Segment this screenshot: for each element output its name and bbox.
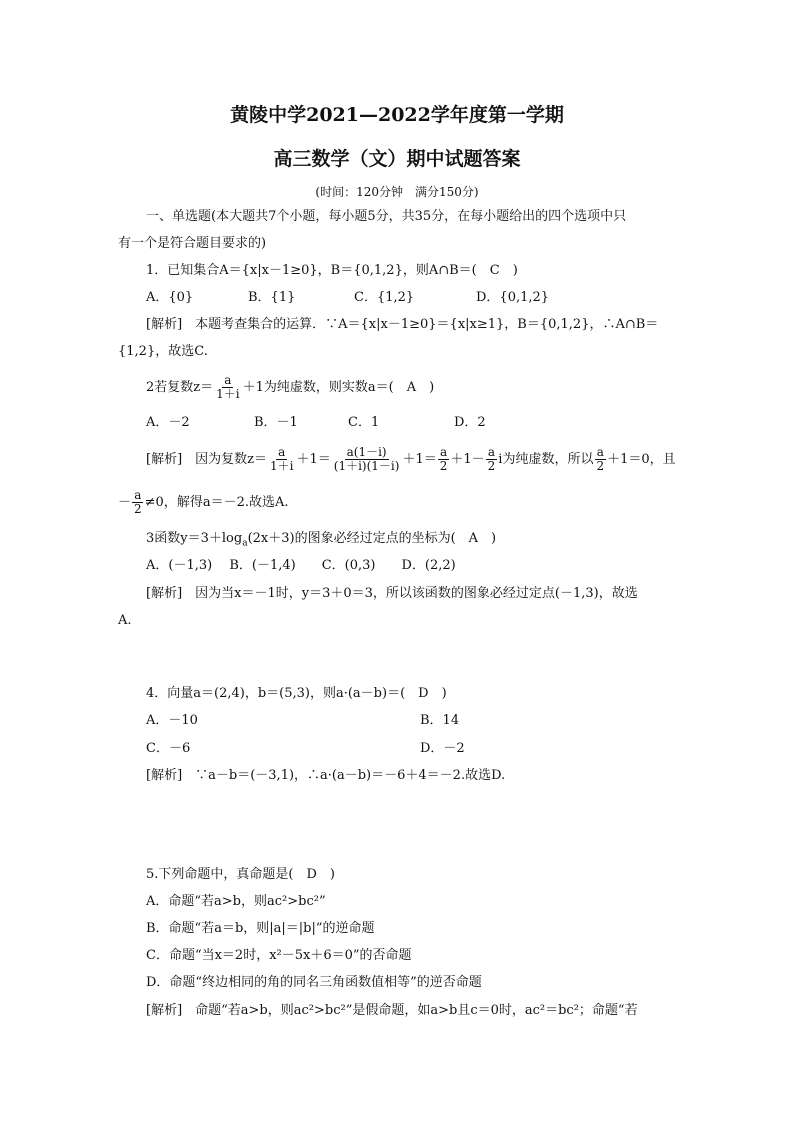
q2-option-b: B．－1 [254,415,298,430]
q2-option-d: D．2 [454,415,486,430]
q2-stem [146,371,434,405]
q2-analysis2-frac [132,489,144,516]
q2-analysis2-frac-num: a [134,488,142,502]
q2-analysis-frac-5-den: 2 [596,459,605,473]
q4-option-c: C．－6 [146,741,191,756]
q5-stem: 5.下列命题中，真命题是( D ) [146,867,335,882]
q4-analysis: [解析] ∵a－b＝(－3,1)，∴a·(a－b)＝－6＋4＝－2.故选D. [146,768,506,783]
q2-analysis-cont [118,486,289,520]
q4-stem: 4．向量a＝(2,4)，b＝(5,3)，则a·(a－b)＝( D ) [146,686,447,701]
q2-stem-suffix: ＋1为纯虚数，则实数a＝( A ) [242,380,435,395]
q2-analysis-frac-5 [594,446,606,473]
q2-analysis-text-3: ＋1－ [450,452,485,467]
q2-analysis-frac-3-den: 2 [439,459,448,473]
q5-option-a: A．命题“若a>b，则ac²>bc²” [146,894,326,909]
q2-analysis-text-5: ＋1＝0，且 [607,452,676,467]
exam-info: (时间：120分钟 满分150分) [315,185,479,199]
q1-analysis-cont: {1,2}，故选C. [118,344,208,359]
q3-analysis: [解析] 因为当x＝－1时，y＝3＋0＝3，所以该函数的图象必经过定点(－1,3)，故选 [146,586,638,601]
document-title: 黄陵中学2021—2022学年度第一学期 [230,104,564,126]
q1-option-a: A．{0} [146,290,194,305]
q2-analysis-frac-1-den: 1＋i [270,459,294,473]
q5-option-b: B．命题“若a＝b，则|a|＝|b|”的逆命题 [146,921,375,936]
q3-stem [146,530,496,553]
q3-stem-suffix: (2x＋3)的图象必经过定点的坐标为( A ) [247,531,497,546]
q1-option-d: D．{0,1,2} [476,290,550,305]
q2-analysis-frac-4-num: a [487,445,496,459]
q2-option-c: C．1 [348,415,380,430]
q2-option-a: A．－2 [146,415,190,430]
section-heading: 一、单选题(本大题共7个小题，每小题5分，共35分，在每小题给出的四个选项中只 [146,209,627,224]
q5-option-d: D．命题“终边相同的角的同名三角函数值相等”的逆否命题 [146,975,482,990]
q1-option-b: B．{1} [248,290,296,305]
q2-analysis-frac-5-num: a [596,445,604,459]
document-subtitle: 高三数学（文）期中试题答案 [273,148,521,170]
q2-fraction [214,374,241,401]
q2-analysis-frac-2 [332,446,402,473]
q2-analysis-text-2: ＋1＝ [402,452,437,467]
section-heading-cont: 有一个是符合题目要求的) [118,236,267,251]
q2-analysis2-frac-den: 2 [134,502,142,516]
q2-analysis2-suffix: ≠0，解得a＝－2.故选A. [144,495,289,510]
q2-analysis-frac-4-den: 2 [487,459,496,473]
q3-stem-prefix: 3函数y＝3＋log [146,531,243,546]
q4-option-d: D．－2 [420,741,465,756]
q2-analysis-frac-2-den: (1＋i)(1－i) [333,459,400,473]
q5-option-c: C．命题“当x＝2时，x²－5x＋6＝0”的否命题 [146,948,412,963]
q1-option-c: C．{1,2} [354,290,415,305]
q3-log-base: a [242,538,248,549]
q2-analysis2-prefix: － [118,495,132,510]
q2-analysis-text-1: ＋1＝ [296,452,331,467]
q2-analysis-frac-3-num: a [439,445,448,459]
q4-option-b: B．14 [420,713,460,728]
q2-fraction-den: 1＋i [216,387,240,401]
q2-analysis-frac-1-num: a [278,445,286,459]
q2-analysis-frac-1 [268,446,295,473]
q1-analysis: [解析] 本题考查集合的运算．∵A＝{x|x－1≥0}＝{x|x≥1}，B＝{0,1,2}，∴A∩B＝ [146,317,659,332]
q5-analysis: [解析] 命题“若a>b，则ac²>bc²”是假命题，如a>b且c＝0时，ac²＝bc²；命题“若 [146,1003,638,1018]
q4-option-a: A．－10 [146,713,198,728]
q3-options: A．(－1,3) B．(－1,4) C．(0,3) D．(2,2) [146,558,456,573]
q3-analysis-cont: A. [118,613,132,628]
q2-analysis-frac-2-num: a(1－i) [346,445,387,459]
q2-analysis-prefix: [解析] 因为复数z＝ [146,452,267,467]
q2-stem-prefix: 2若复数z＝ [146,380,214,395]
q2-analysis-frac-3 [438,446,450,473]
q2-analysis [146,443,676,477]
q1-stem: 1．已知集合A＝{x|x－1≥0}，B＝{0,1,2}，则A∩B＝( C ) [146,263,518,278]
q2-fraction-num: a [224,373,232,387]
q2-analysis-frac-4 [486,446,498,473]
q2-analysis-text-4: i为纯虚数，所以 [498,452,594,467]
